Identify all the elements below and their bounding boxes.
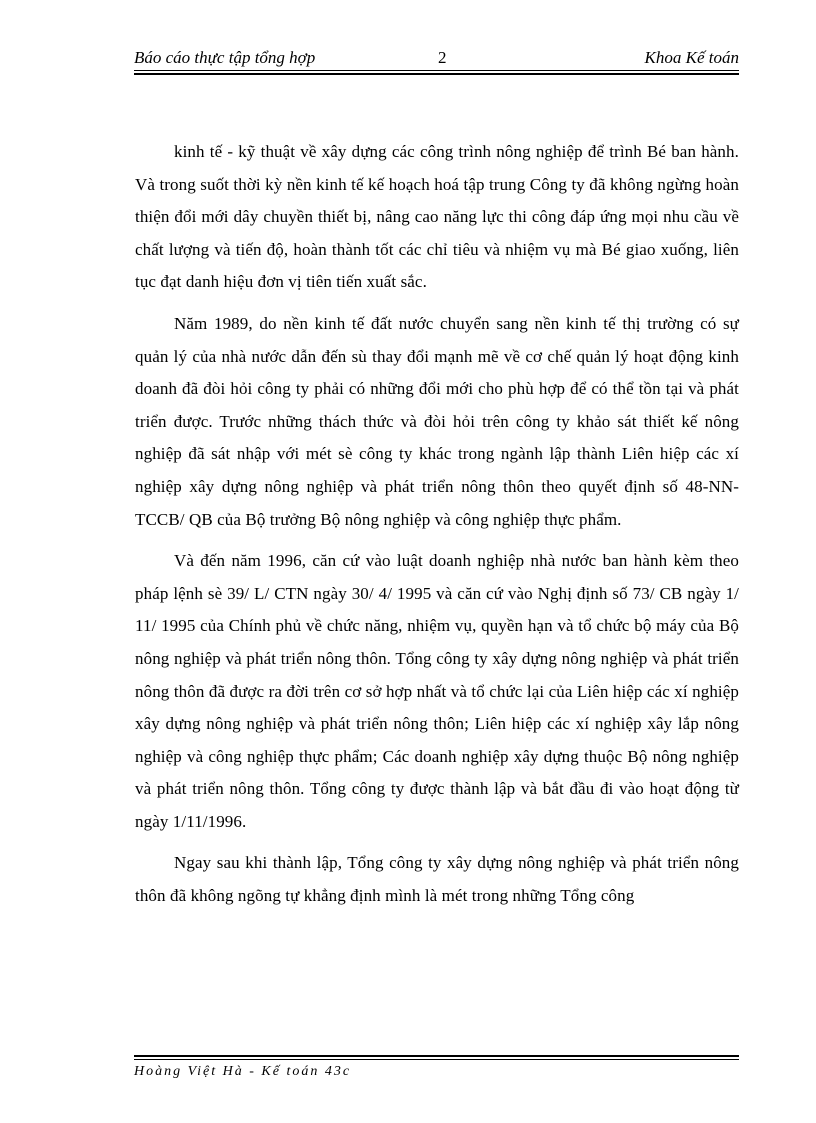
header-divider-thin <box>134 70 739 71</box>
page-header <box>134 48 739 72</box>
footer-divider-thick <box>134 1055 739 1057</box>
paragraph-2: Năm 1989, do nền kinh tế đất nước chuyển sang nền kinh tế thị trường có sự quản lý của nhà nước dẫn đến sù thay đổi mạnh mẽ về cơ chế quản lý hoạt động kinh doanh đã đòi hỏi công ty phải có những đổi mới cho phù hợp để có thể tồn tại và phát triển được. Trước những thách thức và đòi hỏi trên công ty khảo sát thiết kế nông nghiệp đã sát nhập với mét sè công ty khác trong ngành lập thành Liên hiệp các xí nghiệp xây dựng nông nghiệp và phát triển nông thôn theo quyết định số 48-NN-TCCB/ QB của Bộ trưởng Bộ nông nghiệp và công nghiệp thực phẩm. <box>135 313 739 529</box>
paragraph-3: Và đến năm 1996, căn cứ vào luật doanh nghiệp nhà nước ban hành kèm theo pháp lệnh sè 39/ L/ CTN ngày 30/ 4/ 1995 và căn cứ vào Nghị định số 73/ CB ngày 1/ 11/ 1995 của Chính phủ về chức năng, nhiệm vụ, quyền hạn và tổ chức bộ máy của Bộ nông nghiệp và phát triển nông thôn. Tổng công ty xây dựng nông nghiệp và phát triển nông thôn đã được ra đời trên cơ sở hợp nhất và tổ chức lại của Liên hiệp các xí nghiệp xây dựng nông nghiệp và phát triển nông thôn; Liên hiệp các xí nghiệp xây lắp nông nghiệp và công nghiệp thực phẩm; Các doanh nghiệp xây dựng thuộc Bộ nông nghiệp và phát triển nông thôn. Tổng công ty được thành lập và bắt đầu đi vào hoạt động từ ngày 1/11/1996. <box>135 551 739 831</box>
footer-divider-thin <box>134 1059 739 1060</box>
header-divider-thick <box>134 73 739 75</box>
footer-author: Hoàng Việt Hà - Kế toán 43c <box>134 1064 352 1079</box>
header-page-number: 2 <box>438 48 447 67</box>
header-department: Khoa Kế toán <box>644 48 739 67</box>
paragraph-4: Ngay sau khi thành lập, Tổng công ty xây dựng nông nghiệp và phát triển nông thôn đã không ngõng tự khẳng định mình là mét trong những Tổng công <box>135 853 739 906</box>
document-body <box>135 136 739 922</box>
paragraph-1: kinh tế - kỹ thuật về xây dựng các công trình nông nghiệp để trình Bé ban hành. Và trong suốt thời kỳ nền kinh tế kế hoạch hoá tập trung Công ty đã không ngừng hoàn thiện đổi mới dây chuyền thiết bị, nâng cao năng lực thi công đáp ứng mọi nhu cầu về chất lượng và tiến độ, hoàn thành tốt các chỉ tiêu và nhiệm vụ mà Bé giao xuống, liên tục đạt danh hiệu đơn vị tiên tiến xuất sắc. <box>135 142 739 292</box>
header-report-title: Báo cáo thực tập tổng hợp <box>134 48 316 67</box>
